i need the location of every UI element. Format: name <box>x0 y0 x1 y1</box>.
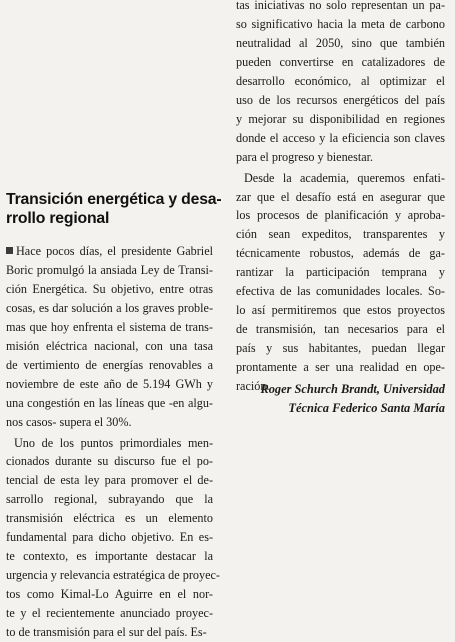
text-line: de transmisión, tan necesarios para el <box>236 322 445 337</box>
headline-line: Transición energética y desa- <box>6 191 222 208</box>
text-line: misión eléctrica nacional, con una tasa <box>6 338 213 353</box>
text-line: tas iniciativas no solo representan un pa- <box>236 0 445 12</box>
text-line: pueden convertirse en catalizadores de <box>236 54 445 69</box>
article-headline <box>6 190 222 228</box>
text-line: Desde la academia, queremos enfati- <box>244 170 445 185</box>
text-line: técnicamente robustos, además de ga- <box>236 246 445 261</box>
text-line: y mejorar su disponibilidad en regiones <box>236 111 445 126</box>
text-line-content: Hace pocos días, el presidente Gabriel <box>16 244 213 258</box>
text-line: Boric promulgó la ansiada Ley de Transi- <box>6 262 213 277</box>
text-line: nos casos- supera el 30%. <box>6 414 132 429</box>
text-line: to de transmisión para el sur del país. Es- <box>6 625 207 640</box>
text-line: donde el acceso y la eficiencia son claves <box>236 130 445 145</box>
text-line: ción sean expeditos, transparentes y <box>236 227 445 242</box>
headline-line: rrollo regional <box>6 210 110 227</box>
text-line: tos como Kimal-Lo Aguirre en el nor- <box>6 587 213 602</box>
text-line: los procesos de planificación y aproba- <box>236 208 445 223</box>
text-line: mas que hoy enfrenta el sistema de trans- <box>6 319 213 334</box>
text-line: neutralidad al 2050, sino que también <box>236 35 445 50</box>
text-line: fundamental para dicho objetivo. En es- <box>6 530 213 545</box>
text-line: cosas, es dar solución a los graves proble- <box>6 300 213 315</box>
text-line: Uno de los puntos primordiales men- <box>14 435 213 450</box>
paragraph-1 <box>6 242 213 432</box>
text-line: noviembre de este año de 5.194 GWh y <box>6 376 213 391</box>
text-line: rantizar la participación temprana y <box>236 265 445 280</box>
text-line: efectiva de las comunidades locales. So- <box>236 284 445 299</box>
signature-line: Roger Schurch Brandt, Universidad <box>260 382 445 396</box>
text-line: zar que el desafío está en asegurar que <box>236 189 445 204</box>
square-bullet-icon <box>6 247 13 254</box>
text-line: urgencia y relevancia estratégica de proyec- <box>6 568 220 583</box>
author-signature <box>236 380 445 418</box>
text-line: te contexto, es importante destacar la <box>6 549 213 564</box>
text-line: ción Energética. Su objetivo, entre otras <box>6 281 213 296</box>
text-line: desarrollo económico, al optimizar el <box>236 73 445 88</box>
text-line: tencial de esta ley para promover el de- <box>6 473 213 488</box>
paragraph-3 <box>236 0 445 167</box>
text-line: prontamente a ser una realidad en ope- <box>236 360 445 375</box>
paragraph-2 <box>6 434 220 642</box>
text-line: cionados durante su discurso fue el po- <box>6 454 213 469</box>
text-line: so significativo hacia la meta de carbono <box>236 16 445 31</box>
text-line: país y sus habitantes, puedan llegar <box>236 341 445 356</box>
text-line: transmisión eléctrica es un elemento <box>6 511 213 526</box>
signature-line: Técnica Federico Santa María <box>288 401 445 415</box>
left-body <box>6 242 220 642</box>
right-column <box>236 0 445 396</box>
text-line: sarrollo regional, subrayando que la <box>6 492 213 507</box>
text-line: para el progreso y bienestar. <box>236 149 374 164</box>
text-line: lo así permitiremos que estos proyectos <box>236 303 445 318</box>
text-line: uso de los recursos energéticos del país <box>236 92 445 107</box>
text-line <box>6 242 213 261</box>
text-line: una congestión en las líneas que -en algu- <box>6 395 213 410</box>
paragraph-4 <box>236 169 445 396</box>
text-line: ración. <box>236 379 270 394</box>
text-line: de vertimiento de energías renovables a <box>6 357 213 372</box>
text-line: te y el recientemente anunciado proyec- <box>6 606 213 621</box>
